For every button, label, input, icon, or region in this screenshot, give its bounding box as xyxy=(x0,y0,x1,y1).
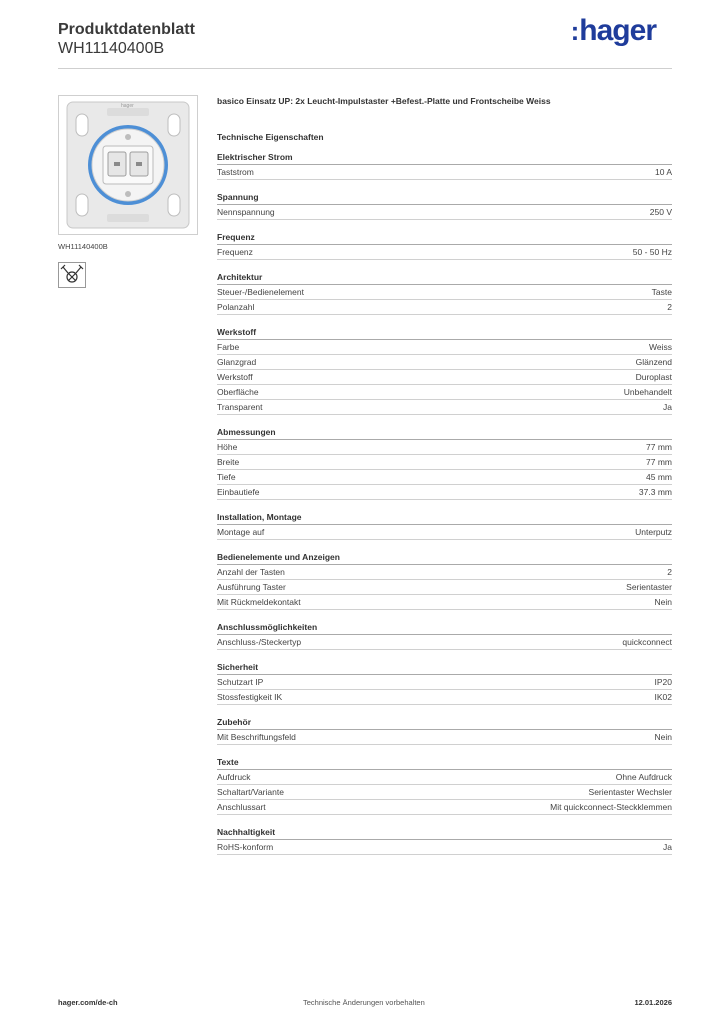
spec-group-title: Sicherheit xyxy=(217,662,672,675)
spec-row xyxy=(217,770,672,785)
spec-group xyxy=(217,192,672,220)
spec-row xyxy=(217,455,672,470)
spec-value: Mit quickconnect-Steckklemmen xyxy=(550,802,672,812)
product-description: basico Einsatz UP: 2x Leucht-Impulstaster +Befest.-Platte und Frontscheibe Weiss xyxy=(217,96,551,106)
spec-row xyxy=(217,245,672,260)
spec-label: Höhe xyxy=(217,442,238,452)
spec-value: 37.3 mm xyxy=(638,487,672,497)
spec-value: Unterputz xyxy=(635,527,672,537)
footer-date: 12.01.2026 xyxy=(634,998,672,1007)
spec-label: Schutzart IP xyxy=(217,677,264,687)
spec-value: 77 mm xyxy=(646,457,672,467)
image-brand-label: hager xyxy=(121,103,134,109)
spec-group xyxy=(217,232,672,260)
spec-group xyxy=(217,272,672,315)
spec-label: Nennspannung xyxy=(217,207,275,217)
spec-value: 2 xyxy=(667,302,672,312)
spec-label: Mit Beschriftungsfeld xyxy=(217,732,296,742)
spec-group-title: Elektrischer Strom xyxy=(217,152,672,165)
footer-website: hager.com/de-ch xyxy=(58,998,118,1007)
spec-row xyxy=(217,785,672,800)
spec-label: Oberfläche xyxy=(217,387,259,397)
spec-row xyxy=(217,165,672,180)
image-caption: WH11140400B xyxy=(58,242,108,251)
spec-row xyxy=(217,355,672,370)
spec-row xyxy=(217,840,672,855)
spec-value: Weiss xyxy=(649,342,672,352)
spec-row xyxy=(217,300,672,315)
spec-group xyxy=(217,152,672,180)
spec-label: RoHS-konform xyxy=(217,842,274,852)
spec-group-title: Werkstoff xyxy=(217,327,672,340)
document-header xyxy=(58,20,195,58)
spec-value: IP20 xyxy=(654,677,672,687)
logo-text: hager xyxy=(579,14,656,47)
document-article-code: WH11140400B xyxy=(58,40,165,57)
spec-value: 50 - 50 Hz xyxy=(632,247,672,257)
spec-group xyxy=(217,757,672,815)
spec-group xyxy=(217,827,672,855)
document-title: Produktdatenblatt xyxy=(58,21,195,38)
spec-value: Serientaster xyxy=(626,582,672,592)
spec-value: 45 mm xyxy=(646,472,672,482)
spec-value: 250 V xyxy=(649,207,672,217)
spec-group-title: Texte xyxy=(217,757,672,770)
spec-value: Taste xyxy=(651,287,672,297)
spec-label: Schaltart/Variante xyxy=(217,787,284,797)
spec-label: Aufdruck xyxy=(217,772,251,782)
spec-groups xyxy=(217,152,672,855)
spec-row xyxy=(217,385,672,400)
spec-label: Polanzahl xyxy=(217,302,255,312)
spec-group-title: Anschlussmöglichkeiten xyxy=(217,622,672,635)
spec-row xyxy=(217,285,672,300)
spec-value: Ja xyxy=(663,842,672,852)
spec-group-title: Installation, Montage xyxy=(217,512,672,525)
spec-label: Anschlussart xyxy=(217,802,266,812)
spec-row xyxy=(217,730,672,745)
spec-label: Montage auf xyxy=(217,527,265,537)
spec-group-title: Spannung xyxy=(217,192,672,205)
spec-group xyxy=(217,717,672,745)
spec-row xyxy=(217,205,672,220)
spec-group xyxy=(217,552,672,610)
spec-label: Glanzgrad xyxy=(217,357,257,367)
spec-label: Farbe xyxy=(217,342,240,352)
spec-row xyxy=(217,635,672,650)
spec-row xyxy=(217,440,672,455)
wiring-symbol-icon xyxy=(58,262,86,288)
spec-row xyxy=(217,675,672,690)
spec-label: Mit Rückmeldekontakt xyxy=(217,597,301,607)
spec-value: 77 mm xyxy=(646,442,672,452)
spec-row xyxy=(217,485,672,500)
spec-value: 10 A xyxy=(654,167,672,177)
spec-value: 2 xyxy=(667,567,672,577)
spec-label: Anzahl der Tasten xyxy=(217,567,285,577)
spec-group-title: Frequenz xyxy=(217,232,672,245)
spec-label: Frequenz xyxy=(217,247,253,257)
spec-group xyxy=(217,427,672,500)
spec-group-title: Nachhaltigkeit xyxy=(217,827,672,840)
spec-row xyxy=(217,470,672,485)
product-image xyxy=(58,95,198,235)
spec-group xyxy=(217,662,672,705)
spec-value: Nein xyxy=(654,732,672,742)
header-divider xyxy=(58,68,672,69)
spec-group-title: Abmessungen xyxy=(217,427,672,440)
spec-row xyxy=(217,690,672,705)
spec-row xyxy=(217,525,672,540)
hager-logo xyxy=(571,14,656,48)
spec-group-title: Bedienelemente und Anzeigen xyxy=(217,552,672,565)
spec-label: Taststrom xyxy=(217,167,254,177)
spec-row xyxy=(217,595,672,610)
spec-value: Serientaster Wechsler xyxy=(588,787,672,797)
spec-row xyxy=(217,565,672,580)
spec-group-title: Architektur xyxy=(217,272,672,285)
spec-label: Stossfestigkeit IK xyxy=(217,692,283,702)
spec-group xyxy=(217,327,672,415)
spec-label: Transparent xyxy=(217,402,263,412)
logo-colon-icon: : xyxy=(570,16,579,46)
spec-row xyxy=(217,800,672,815)
spec-row xyxy=(217,400,672,415)
spec-row xyxy=(217,340,672,355)
spec-group xyxy=(217,512,672,540)
spec-value: Unbehandelt xyxy=(623,387,672,397)
spec-value: Ja xyxy=(663,402,672,412)
spec-group xyxy=(217,622,672,650)
spec-value: Duroplast xyxy=(635,372,672,382)
spec-label: Steuer-/Bedienelement xyxy=(217,287,304,297)
spec-value: Glänzend xyxy=(635,357,672,367)
section-heading: Technische Eigenschaften xyxy=(217,132,324,142)
footer-notice: Technische Änderungen vorbehalten xyxy=(303,998,425,1007)
switch-insert-icon xyxy=(59,96,197,234)
specification-content xyxy=(217,96,672,855)
spec-row xyxy=(217,580,672,595)
spec-value: Nein xyxy=(654,597,672,607)
spec-value: quickconnect xyxy=(622,637,672,647)
spec-group-title: Zubehör xyxy=(217,717,672,730)
spec-label: Einbautiefe xyxy=(217,487,260,497)
spec-label: Anschluss-/Steckertyp xyxy=(217,637,302,647)
spec-value: IK02 xyxy=(654,692,672,702)
spec-label: Tiefe xyxy=(217,472,236,482)
spec-label: Werkstoff xyxy=(217,372,253,382)
spec-label: Breite xyxy=(217,457,240,467)
spec-value: Ohne Aufdruck xyxy=(615,772,672,782)
spec-row xyxy=(217,370,672,385)
spec-label: Ausführung Taster xyxy=(217,582,286,592)
